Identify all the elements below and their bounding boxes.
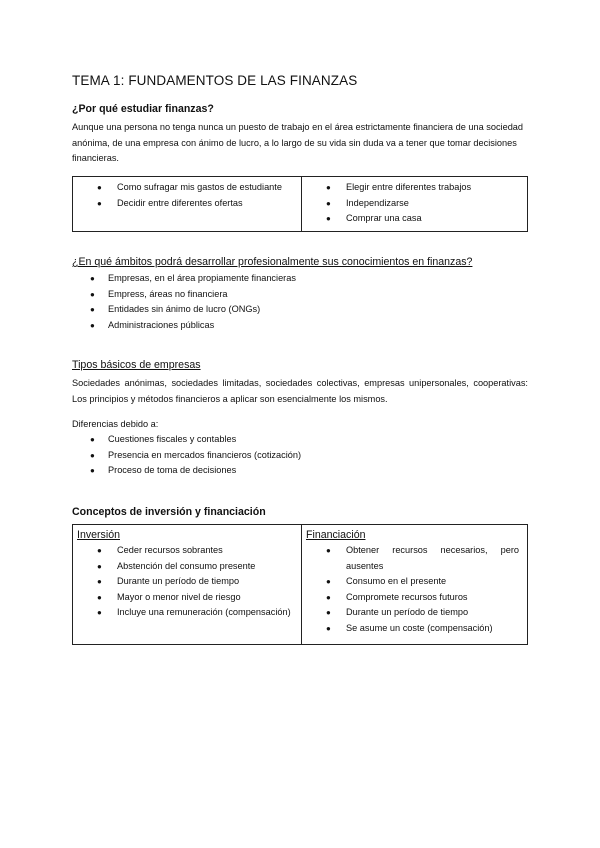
section-heading-concepts: Conceptos de inversión y financiación xyxy=(72,506,266,518)
list-item: ● Compromete recursos futuros xyxy=(306,590,523,606)
list-item: ● Se asume un coste (compensación) xyxy=(306,621,523,637)
list-item: ● Consumo en el presente xyxy=(306,574,523,590)
list-item: ● Incluye una remuneración (compensación) xyxy=(77,605,297,621)
list-item: ● Decidir entre diferentes ofertas xyxy=(77,196,297,212)
list-item: ● Independizarse xyxy=(306,196,523,212)
company-types-paragraph: Sociedades anónimas, sociedades limitadas, sociedades colectivas, empresas unipersonales, cooperativas: Los principios y métodos financieros a aplicar son esencialmente los mismos. xyxy=(72,378,528,404)
section-heading-areas: ¿En qué ámbitos podrá desarrollar profesionalmente sus conocimientos en finanzas? xyxy=(72,256,473,268)
financing-cell xyxy=(302,525,528,645)
list-item: ● Mayor o menor nivel de riesgo xyxy=(77,590,297,606)
differences-label: Diferencias debido a: xyxy=(72,419,159,429)
list-item: ● Durante un período de tiempo xyxy=(306,605,523,621)
list-item: ● Presencia en mercados financieros (cotización) xyxy=(72,448,528,464)
section-heading-why-study: ¿Por qué estudiar finanzas? xyxy=(72,103,214,115)
list-item: ● Cuestiones fiscales y contables xyxy=(72,432,528,448)
document-title: TEMA 1: FUNDAMENTOS DE LAS FINANZAS xyxy=(72,73,358,88)
list-item: ● Abstención del consumo presente xyxy=(77,559,297,575)
areas-list xyxy=(72,271,528,333)
section-heading-company-types: Tipos básicos de empresas xyxy=(72,359,201,371)
list-item: ● Comprar una casa xyxy=(306,211,523,227)
financing-title: Financiación xyxy=(306,529,366,541)
concepts-table xyxy=(72,524,528,645)
list-item: ● Obtener recursos necesarios, pero ausentes xyxy=(306,543,523,574)
decisions-left-cell xyxy=(73,177,302,232)
differences-list xyxy=(72,432,528,479)
list-item: ● Empress, áreas no financiera xyxy=(72,287,528,303)
list-item: ● Empresas, en el área propiamente financieras xyxy=(72,271,528,287)
decisions-table xyxy=(72,176,528,232)
list-item: ● Proceso de toma de decisiones xyxy=(72,463,528,479)
list-item: ● Ceder recursos sobrantes xyxy=(77,543,297,559)
why-study-paragraph: Aunque una persona no tenga nunca un puesto de trabajo en el área estrictamente financiera de una sociedad anónima, de una empresa con ánimo de lucro, a lo largo de su vida sin duda va a tener que tomar decisiones financieras. xyxy=(72,122,524,163)
list-item: ● Como sufragar mis gastos de estudiante xyxy=(77,180,297,196)
investment-title: Inversión xyxy=(77,529,120,541)
list-item: ● Durante un período de tiempo xyxy=(77,574,297,590)
investment-cell xyxy=(73,525,302,645)
list-item: ● Elegir entre diferentes trabajos xyxy=(306,180,523,196)
decisions-right-cell xyxy=(302,177,528,232)
list-item: ● Administraciones públicas xyxy=(72,318,528,334)
list-item: ● Entidades sin ánimo de lucro (ONGs) xyxy=(72,302,528,318)
